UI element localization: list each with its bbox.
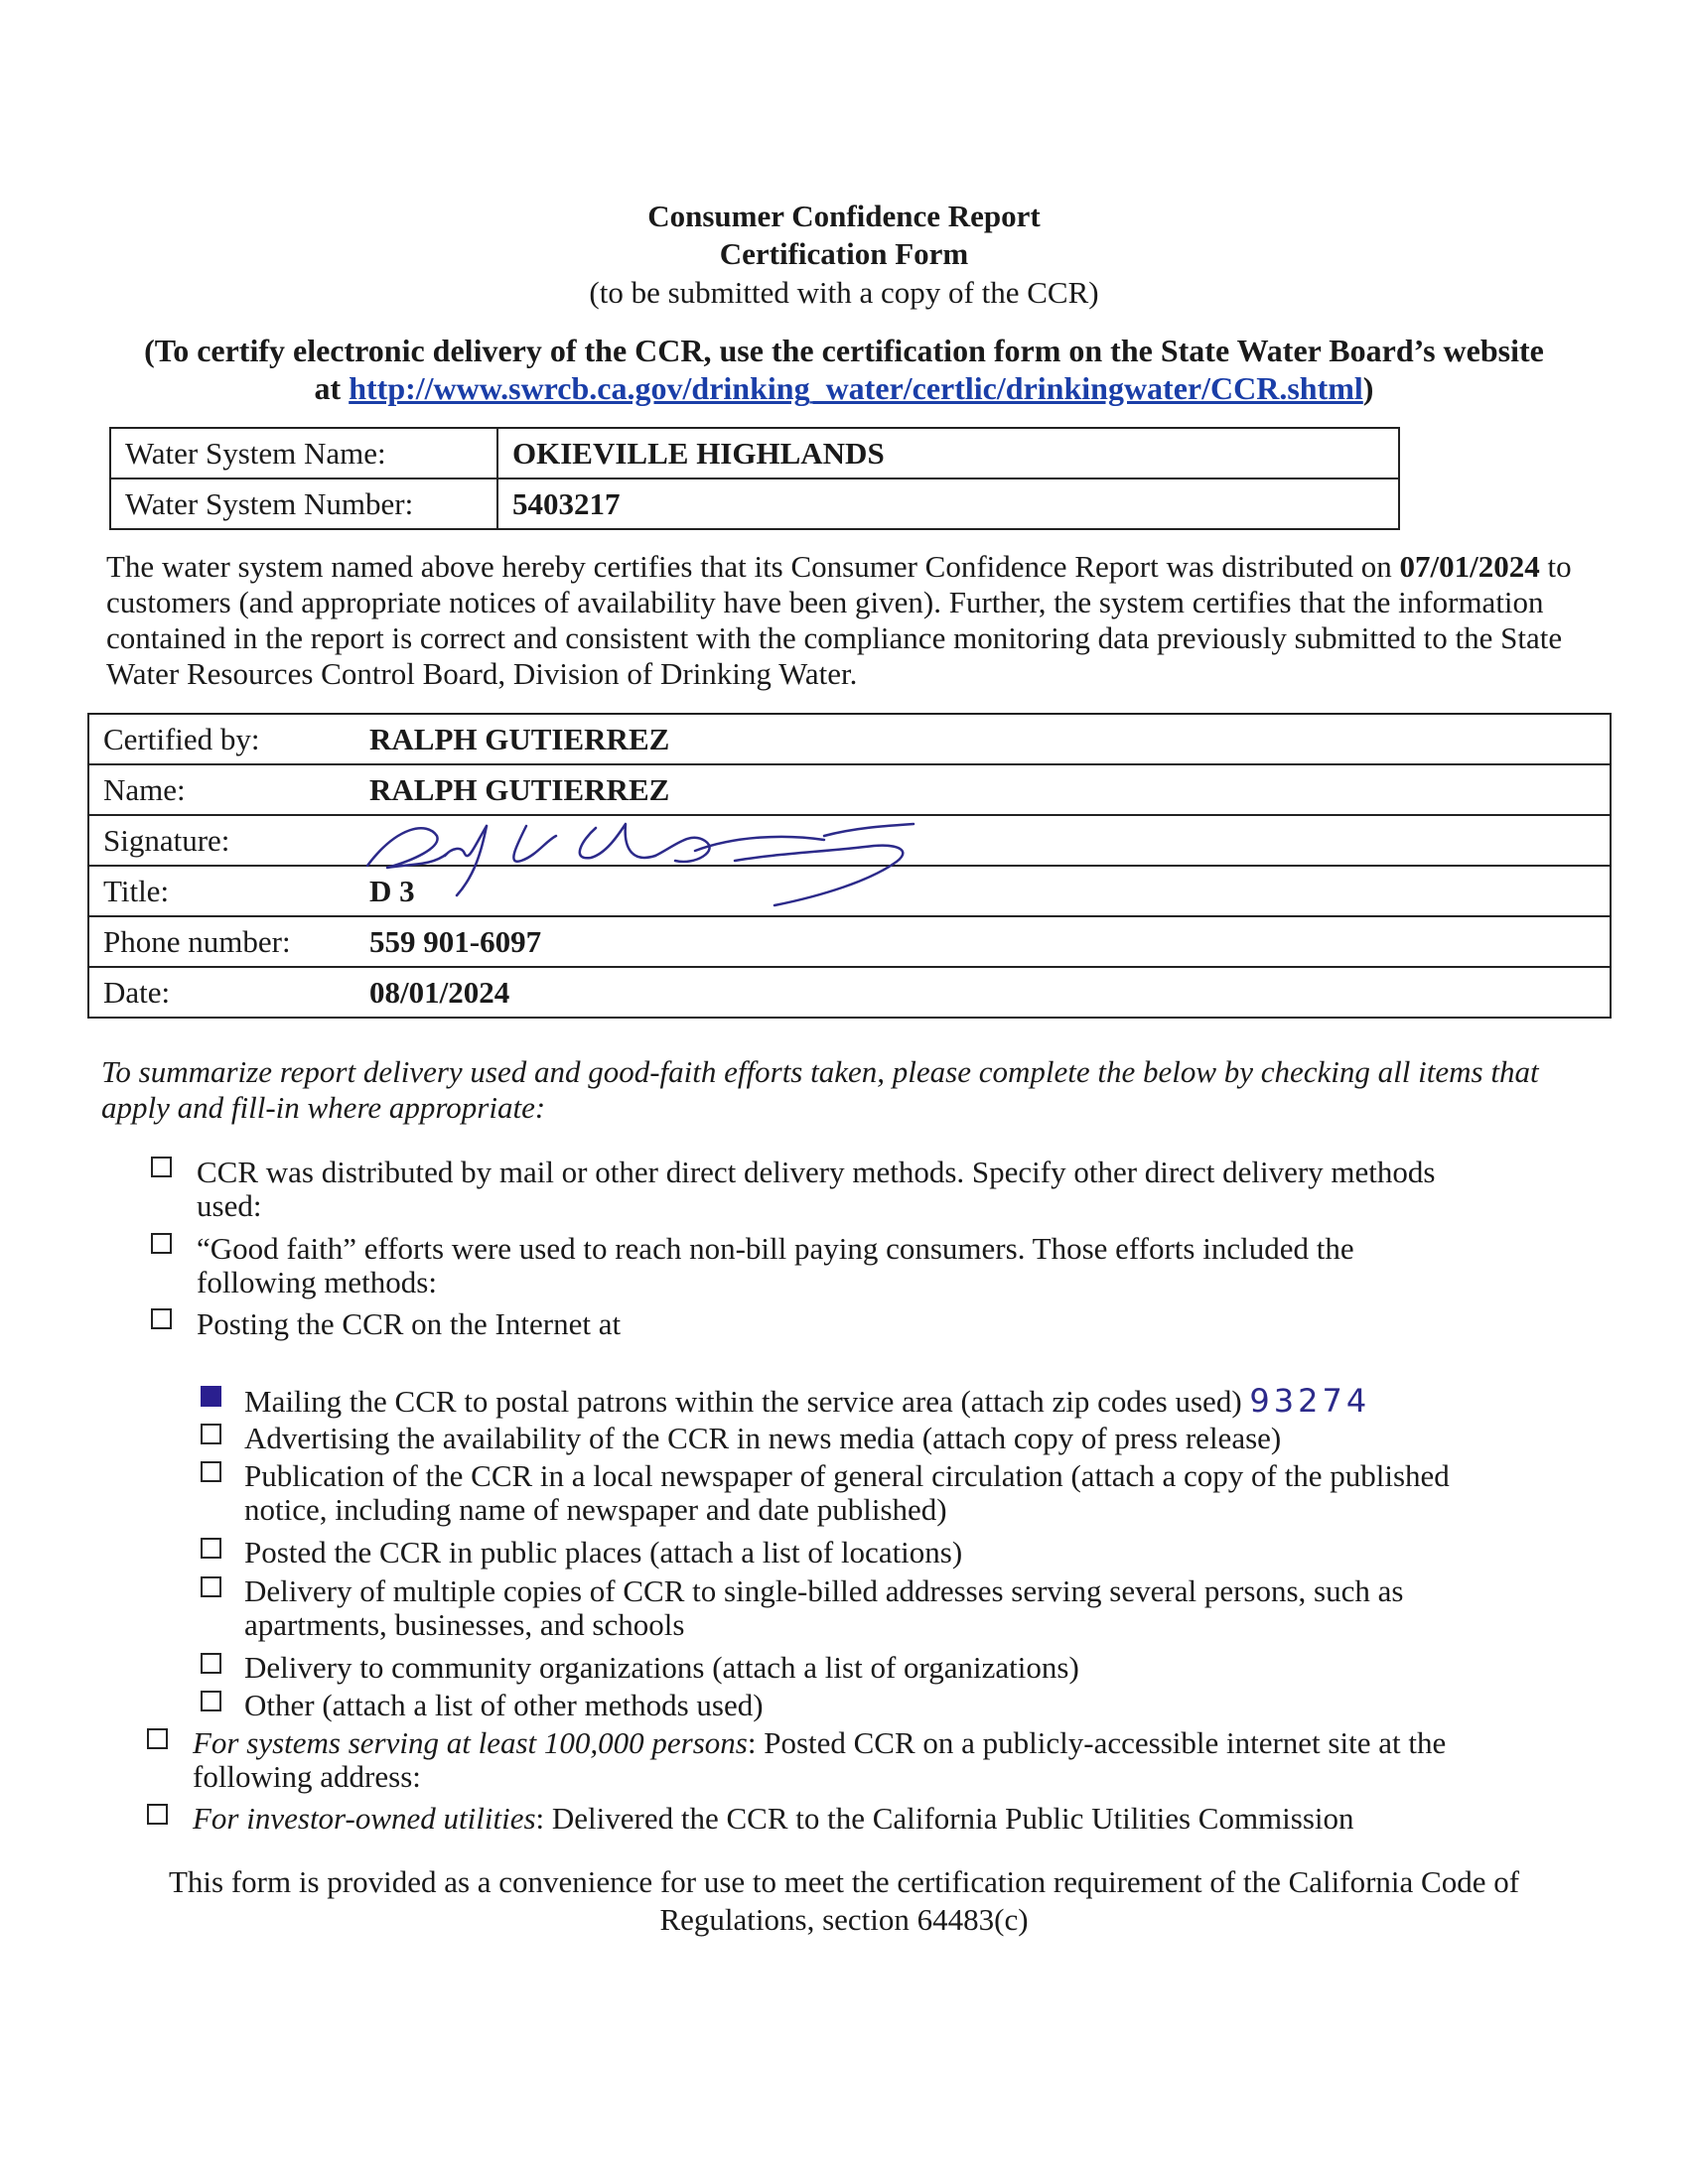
phone-row (88, 916, 1611, 967)
water-system-number-label: Water System Number: (110, 478, 497, 529)
publication-line1: Publication of the CCR in a local newspaper of general circulation (attach a copy of the published (244, 1458, 1450, 1493)
name-value: RALPH GUTIERREZ (355, 764, 1611, 815)
title-label: Title: (88, 866, 355, 916)
mail-delivery-line2: used: (197, 1188, 262, 1223)
investor-owned-item (193, 1802, 1603, 1836)
posted-public-checkbox[interactable] (201, 1538, 221, 1559)
investor-owned-checkbox[interactable] (147, 1804, 168, 1825)
mailing-postal-label: Mailing the CCR to postal patrons within the service area (attach zip codes used) (244, 1384, 1242, 1419)
footer-line2: Regulations, section 64483(c) (659, 1902, 1029, 1937)
good-faith-checkbox[interactable] (151, 1233, 172, 1254)
signature-label: Signature: (88, 815, 355, 866)
other-checkbox[interactable] (201, 1691, 221, 1711)
mailing-postal-checkbox[interactable] (201, 1386, 221, 1407)
mail-delivery-item (197, 1156, 1587, 1223)
large-system-item (193, 1726, 1603, 1794)
certification-statement (106, 549, 1596, 692)
advertising-checkbox[interactable] (201, 1424, 221, 1444)
mail-delivery-line1: CCR was distributed by mail or other direct delivery methods. Specify other direct delivery methods (197, 1155, 1436, 1189)
water-system-number-row (110, 478, 1399, 529)
mailing-postal-item (244, 1384, 1370, 1419)
certified-by-label: Certified by: (88, 714, 355, 764)
date-value: 08/01/2024 (355, 967, 1611, 1018)
footer-line1: This form is provided as a convenience for use to meet the certification requirement of the California Code of (168, 1864, 1520, 1899)
investor-owned-rest: : Delivered the CCR to the California Public Utilities Commission (535, 1801, 1354, 1836)
electronic-notice-prefix: at (314, 370, 350, 406)
certification-text-start: The water system named above hereby certifies that its Consumer Confidence Report was distributed on (106, 549, 1392, 584)
form-title-line1: Consumer Confidence Report (647, 199, 1041, 233)
large-system-line2: following address: (193, 1759, 421, 1794)
good-faith-line1: “Good faith” efforts were used to reach non-bill paying consumers. Those efforts included the (197, 1231, 1354, 1266)
investor-owned-italic: For investor-owned utilities (193, 1801, 536, 1836)
water-system-name-value: OKIEVILLE HIGHLANDS (497, 428, 1399, 478)
handwritten-signature (357, 806, 933, 915)
community-label: Delivery to community organizations (attach a list of organizations) (244, 1650, 1079, 1685)
publication-line2: notice, including name of newspaper and date published) (244, 1492, 947, 1527)
electronic-notice-line2 (0, 369, 1688, 407)
mail-delivery-checkbox[interactable] (151, 1157, 172, 1177)
certification-text-end: to customers (and appropriate notices of availability have been given). Further, the system certifies that the information contained in the report is correct and consistent with the compliance monitoring data previously submitted to the State Water Resources Control Board, Division of Drinking Water. (106, 549, 1572, 691)
water-system-table (109, 427, 1400, 530)
handwritten-zip-code: 93274 (1249, 1382, 1371, 1420)
electronic-notice-line1: (To certify electronic delivery of the CCR, use the certification form on the State Water Board’s website (144, 333, 1544, 368)
good-faith-item (197, 1232, 1587, 1299)
distribution-date: 07/01/2024 (1399, 549, 1540, 584)
posted-public-label: Posted the CCR in public places (attach a list of locations) (244, 1535, 963, 1570)
large-system-checkbox[interactable] (147, 1728, 168, 1749)
publication-checkbox[interactable] (201, 1461, 221, 1482)
form-subtitle: (to be submitted with a copy of the CCR) (589, 275, 1099, 310)
certified-by-row (88, 714, 1611, 764)
water-system-number-value: 5403217 (497, 478, 1399, 529)
date-row (88, 967, 1611, 1018)
ccr-url-link[interactable]: http://www.swrcb.ca.gov/drinking_water/certlic/drinkingwater/CCR.shtml (349, 370, 1363, 406)
water-system-name-row (110, 428, 1399, 478)
form-title-line2: Certification Form (719, 236, 969, 271)
name-label: Name: (88, 764, 355, 815)
form-footer (99, 1863, 1589, 1939)
delivery-instructions: To summarize report delivery used and good-faith efforts taken, please complete the below by checking all items that apply and fill-in where appropriate: (101, 1054, 1539, 1125)
large-system-italic: For systems serving at least 100,000 persons (193, 1725, 748, 1760)
internet-posting-checkbox[interactable] (151, 1308, 172, 1329)
publication-item (244, 1459, 1615, 1527)
date-label: Date: (88, 967, 355, 1018)
electronic-notice-suffix: ) (1362, 370, 1374, 406)
other-label: Other (attach a list of other methods used) (244, 1688, 764, 1722)
advertising-label: Advertising the availability of the CCR in news media (attach copy of press release) (244, 1421, 1282, 1455)
internet-posting-label: Posting the CCR on the Internet at (197, 1306, 622, 1341)
phone-value: 559 901-6097 (355, 916, 1611, 967)
large-system-rest: : Posted CCR on a publicly-accessible internet site at the (747, 1725, 1447, 1760)
multiple-copies-line1: Delivery of multiple copies of CCR to single-billed addresses serving several persons, such as (244, 1573, 1404, 1608)
water-system-name-label: Water System Name: (110, 428, 497, 478)
certified-by-value: RALPH GUTIERREZ (355, 714, 1611, 764)
multiple-copies-line2: apartments, businesses, and schools (244, 1607, 685, 1642)
title-value: D 3 (355, 866, 1611, 916)
multiple-copies-checkbox[interactable] (201, 1576, 221, 1597)
community-checkbox[interactable] (201, 1653, 221, 1674)
good-faith-line2: following methods: (197, 1265, 437, 1299)
multiple-copies-item (244, 1574, 1615, 1642)
large-system-line1 (193, 1726, 1603, 1760)
phone-label: Phone number: (88, 916, 355, 967)
electronic-notice (0, 332, 1688, 407)
